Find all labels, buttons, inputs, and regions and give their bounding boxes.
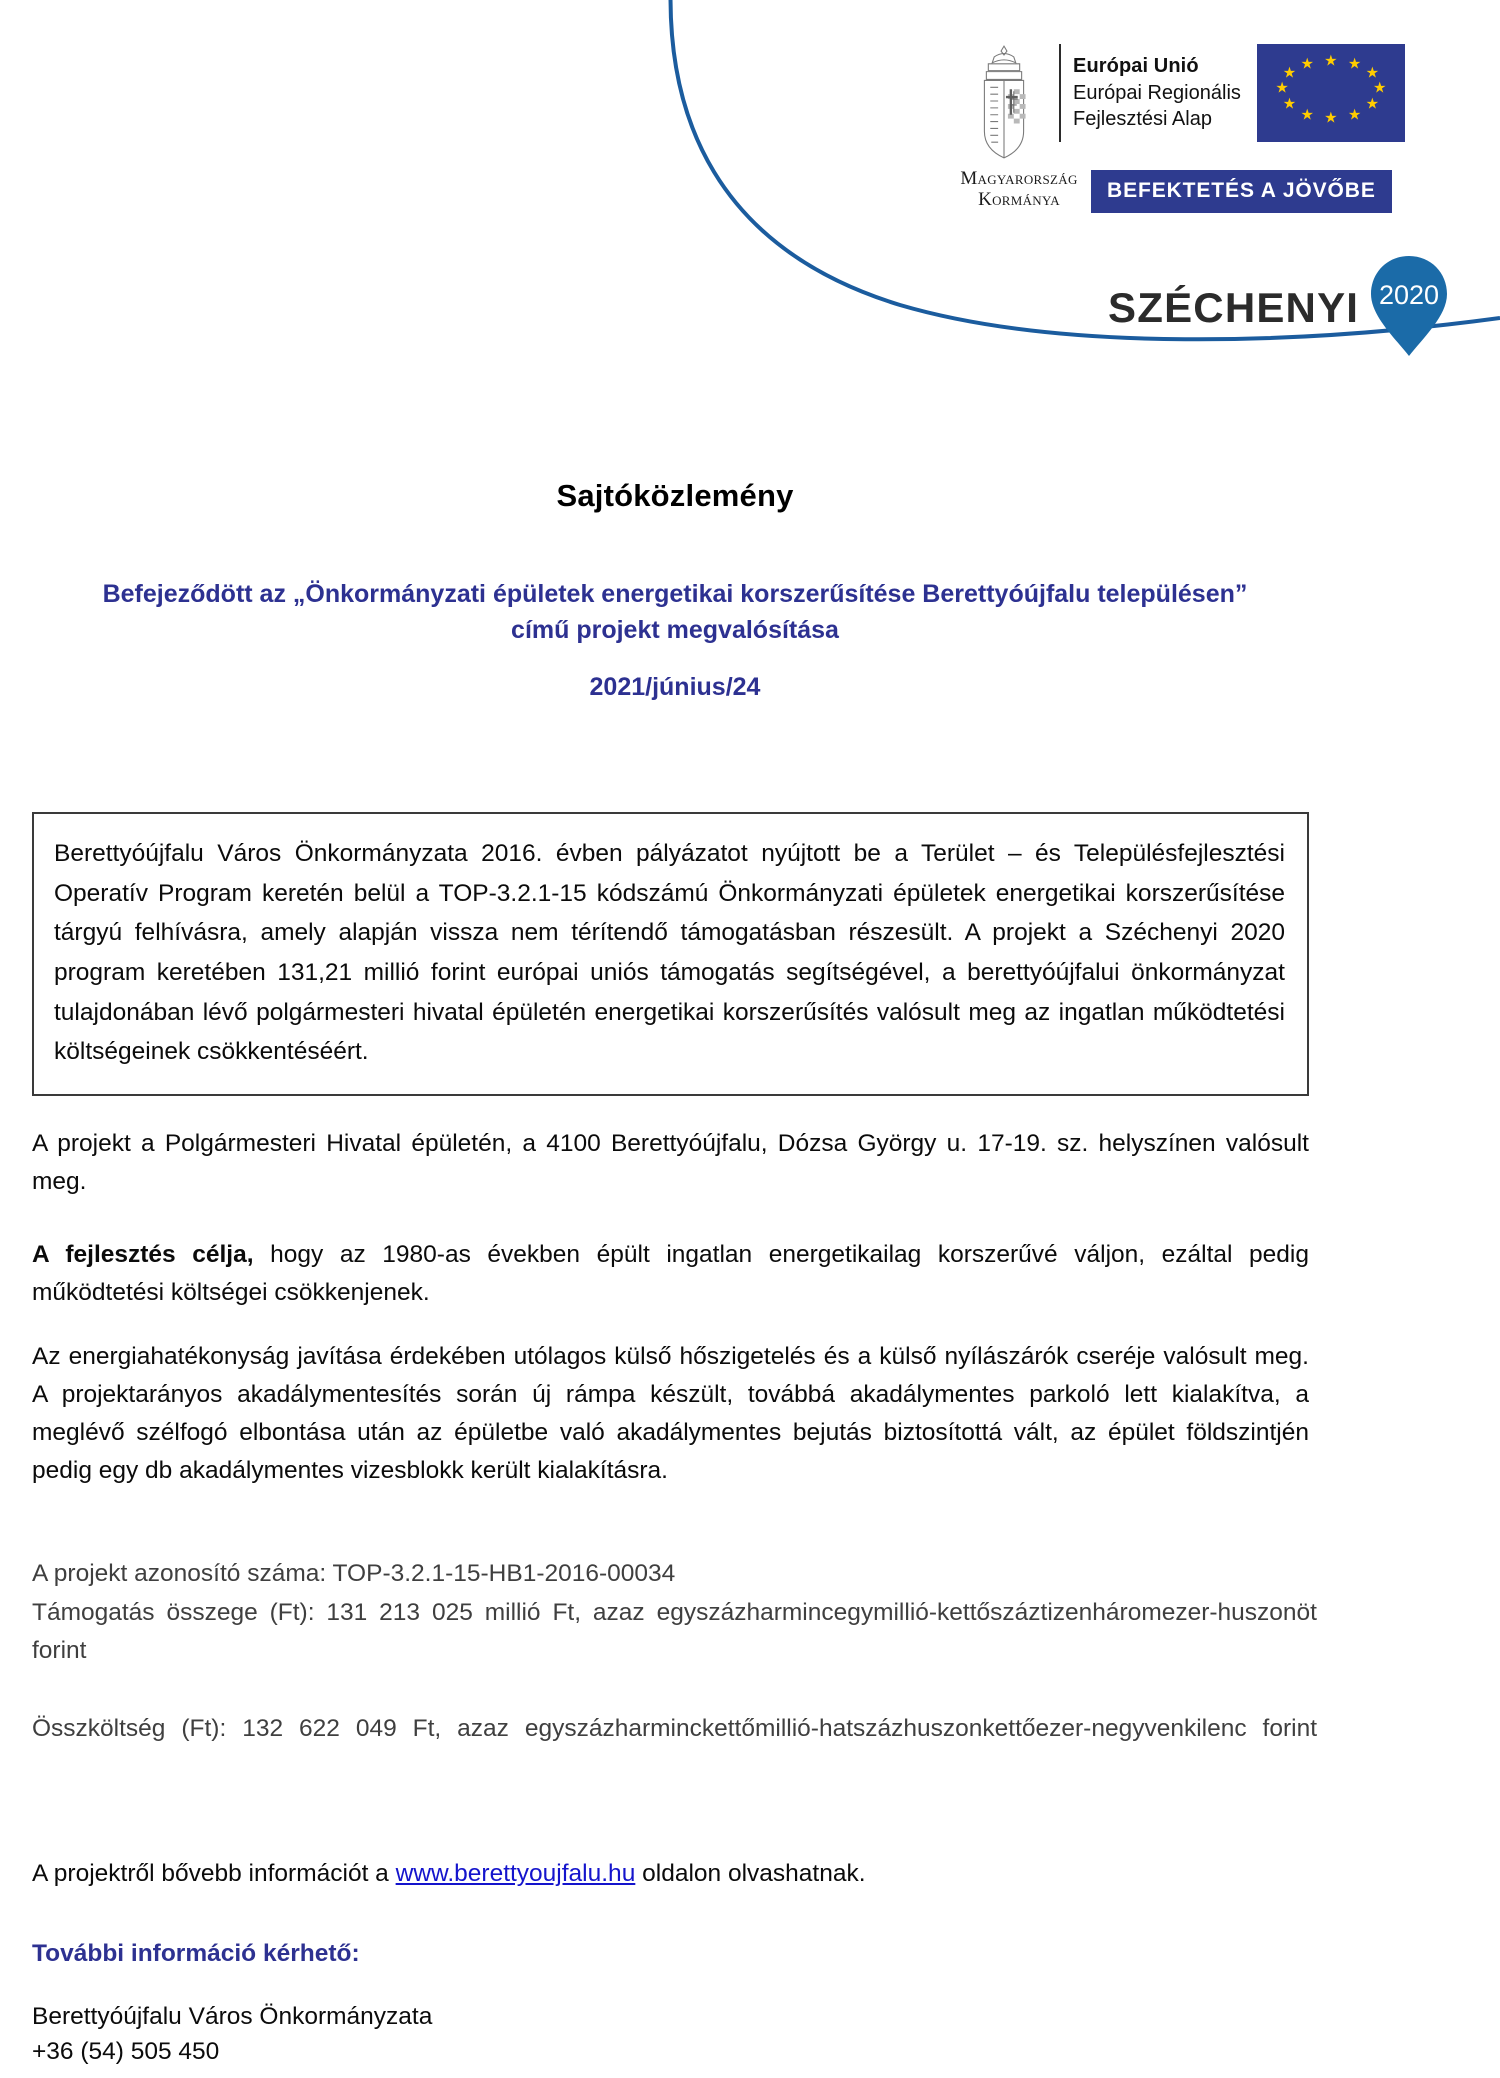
logo-cluster (955, 38, 1405, 213)
contact-heading: További információ kérhető: (32, 1940, 360, 1967)
paragraph-location: A projekt a Polgármesteri Hivatal épületén, a 4100 Berettyóújfalu, Dózsa György u. 17-19. sz. helyszínen valósult meg. (32, 1130, 1309, 1195)
szechenyi-pin-icon (1367, 254, 1451, 358)
eu-line-3: Fejlesztési Alap (1073, 108, 1212, 131)
szechenyi-word: SZÉCHENYI (1108, 284, 1360, 331)
lead-paragraph-text: Berettyóújfalu Város Önkormányzata 2016. évben pályázatot nyújtott be a Terület – és Településfejlesztési Operatív Program keretén belül a TOP-3.2.1-15 kódszámú Önkormányzati épületek energetikai korszerűsítése tárgyú felhívásra, amely alapján vissza nem térítendő támogatásban részesült. A projekt a Széchenyi 2020 program keretében 131,21 millió forint európai uniós támogatás segítségével, a berettyóújfalui önkormányzat tulajdonában lévő polgármesteri hivatal épületén energetikai korszerűsítés valósult meg az ingatlan működtetési költségeinek csökkentéséért. (54, 840, 1285, 1066)
hungary-line-1: Magyarország (960, 168, 1078, 189)
paragraph-works: Az energiahatékonyság javítása érdekében utólagos külső hőszigetelés és a külső nyílászárók cseréje valósult meg. A projektarányos akadálymentesítés során új rámpa készült, továbbá akadálymentes parkoló lett kialakítva, a meglévő szélfogó elbontása után az épületbe való akadálymentes bejutás biztosítottá vált, az épület földszintjén pedig egy db akadálymentes vizesblokk került kialakításra. (32, 1343, 1309, 1484)
contact-block (32, 2000, 432, 2070)
total-cost-line: Összköltség (Ft): 132 622 049 Ft, azaz egyszázharminckettőmillió-hatszázhuszonkettőezer-negyvenkilenc forint (32, 1714, 1317, 1742)
more-info-suffix: oldalon olvashatnak. (635, 1860, 866, 1887)
contact-organization: Berettyóújfalu Város Önkormányzata (32, 2003, 433, 2030)
invest-in-future-badge: BEFEKTETÉS A JÖVŐBE (1091, 170, 1392, 213)
financial-details (32, 1555, 1317, 1787)
support-amount-line: Támogatás összege (Ft): 131 213 025 millió Ft, azaz egyszázharmincegymillió-kettőszáztizenháromezer-huszonöt forint (32, 1598, 1317, 1665)
paragraph-goal (32, 1236, 1309, 1312)
hungary-logo-row (955, 168, 1405, 213)
eu-line-2: Európai Regionális (1073, 81, 1241, 104)
lead-paragraph-box (32, 812, 1309, 1096)
paragraph-goal-rest: hogy az 1980-as években épült ingatlan energetikailag korszerűvé váljon, ezáltal pedig működtetési költségei csökkenjenek. (32, 1241, 1310, 1306)
project-subtitle: Befejeződött az „Önkormányzati épületek energetikai korszerűsítése Berettyóújfalu településen” című projekt megvalósítása (102, 580, 1248, 644)
eu-text-block (1059, 38, 1405, 142)
website-link[interactable]: www.berettyoujfalu.hu (395, 1860, 636, 1887)
contact-phone: +36 (54) 505 450 (32, 2037, 220, 2065)
publication-date: 2021/június/24 (589, 673, 761, 701)
eu-logo-row (955, 38, 1405, 166)
eu-line-1: Európai Unió (1073, 55, 1199, 78)
hungary-coat-of-arms-icon (955, 38, 1053, 166)
szechenyi-2020-logo (1108, 258, 1451, 358)
hungary-line-2: Kormánya (978, 189, 1060, 211)
eu-flag-icon: ★ ★ ★ ★ ★ ★ ★ ★ ★ ★ ★ ★ (1257, 44, 1405, 142)
project-id-line: A projekt azonosító száma: TOP-3.2.1-15-HB1-2016-00034 (32, 1560, 676, 1587)
hungary-government-text (955, 168, 1083, 211)
eu-divider (1059, 44, 1061, 142)
header-band (0, 0, 1500, 340)
paragraph-goal-lead: A fejlesztés célja, (32, 1241, 254, 1268)
more-info-line (32, 1860, 1312, 1888)
szechenyi-year-text: 2020 (1379, 280, 1440, 310)
eu-logo-text (1073, 53, 1241, 132)
page-title: Sajtóközlemény (556, 478, 794, 513)
more-info-prefix: A projektről bővebb információt a (32, 1860, 396, 1887)
